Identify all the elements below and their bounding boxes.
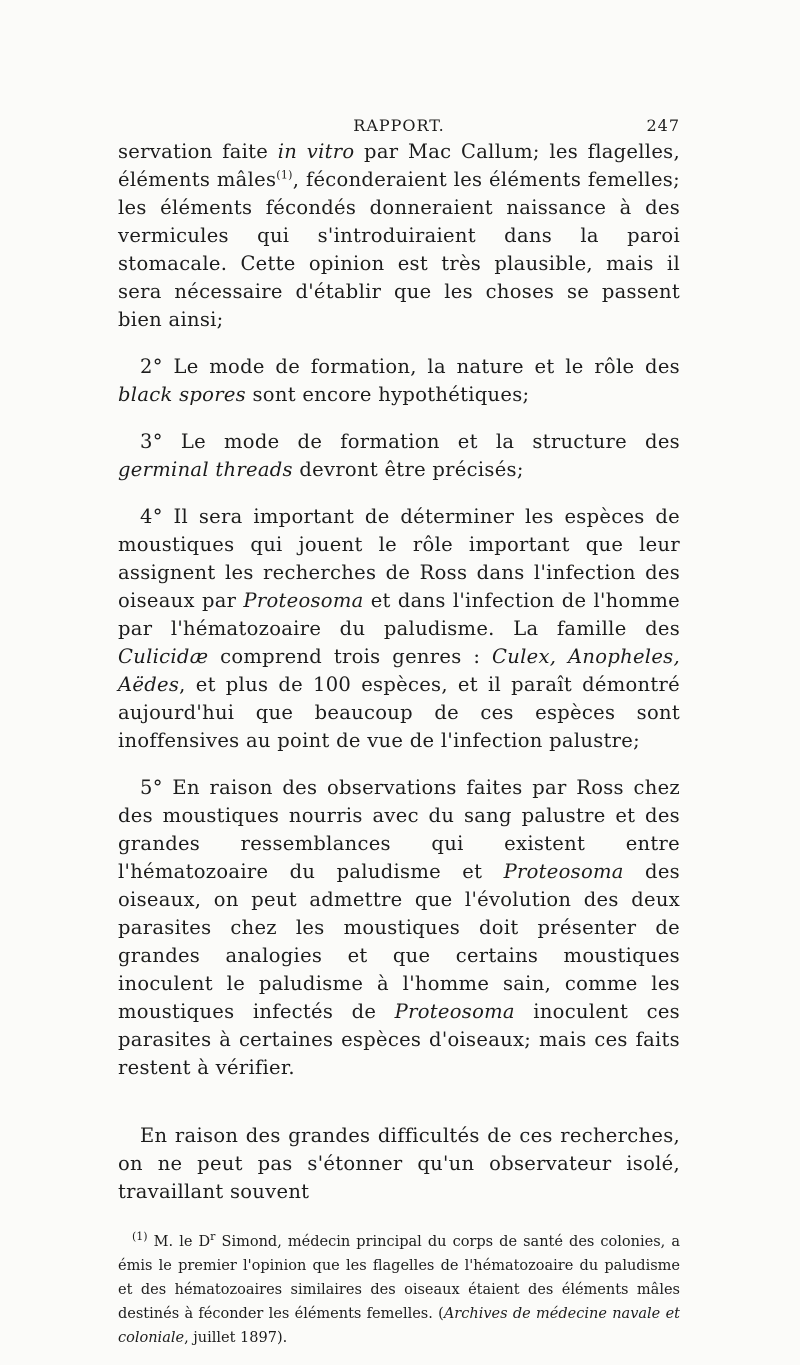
paragraph-continuation: servation faite in vitro par Mac Callum; les flagelles, éléments mâles$^{(1)}$, féconderaient les éléments femelles; les éléments fécondés donneraient naissance à des vermicules qui s'introduiraient dans la paroi stomacale. Cette opinion est très plausible, mais il sera nécessaire d'établir que les choses se passent bien ainsi; (118, 140, 680, 331)
running-header (118, 112, 680, 138)
paragraph-point-3: 3° Le mode de formation et la structure des germinal threads devront être précisés; (118, 430, 680, 481)
paragraph-point-5: 5° En raison des observations faites par Ross chez des moustiques nourris avec du sang palustre et des grandes ressemblances qui existent entre l'hématozoaire du paludisme et Proteosoma des oiseaux, on peut admettre que l'évolution des deux parasites chez les moustiques doit présenter de grandes analogies et que certains moustiques inoculent le paludisme à l'homme sain, comme les moustiques infectés de Proteosoma inoculent ces parasites à certaines espèces d'oiseaux; mais ces faits restent à vérifier. (118, 776, 680, 1079)
footnote-reference[interactable]: (1) (276, 168, 293, 182)
paragraph-closing: En raison des grandes difficultés de ces recherches, on ne peut pas s'étonner qu'un observateur isolé, travaillant souvent (118, 1124, 680, 1203)
header-title: RAPPORT. (353, 116, 445, 135)
page-number: 247 (646, 116, 680, 135)
page (118, 112, 680, 1365)
footnote: $^{(1)}$ M. le $D^r$ Simond, médecin principal du corps de santé des colonies, a émis le premier l'opinion que les flagelles de l'hématozoaire du paludisme et des hématozoaires similaires des oiseaux étaient des éléments mâles destinés à féconder les éléments femelles. (Archives de médecine navale et coloniale, juillet 1897). (118, 1230, 680, 1346)
paragraph-point-2: 2° Le mode de formation, la nature et le rôle des black spores sont encore hypothétiques; (118, 355, 680, 406)
paragraph-point-4: 4° Il sera important de déterminer les espèces de moustiques qui jouent le rôle important que leur assignent les recherches de Ross dans l'infection des oiseaux par Proteosoma et dans l'infection de l'homme par l'hématozoaire du paludisme. La famille des Culicidæ comprend trois genres : Culex, Anopheles, Aëdes, et plus de 100 espèces, et il paraît démontré aujourd'hui que beaucoup de ces espèces sont inoffensives au point de vue de l'infection palustre; (118, 505, 680, 752)
footnote-mark: (1) (132, 1230, 148, 1244)
